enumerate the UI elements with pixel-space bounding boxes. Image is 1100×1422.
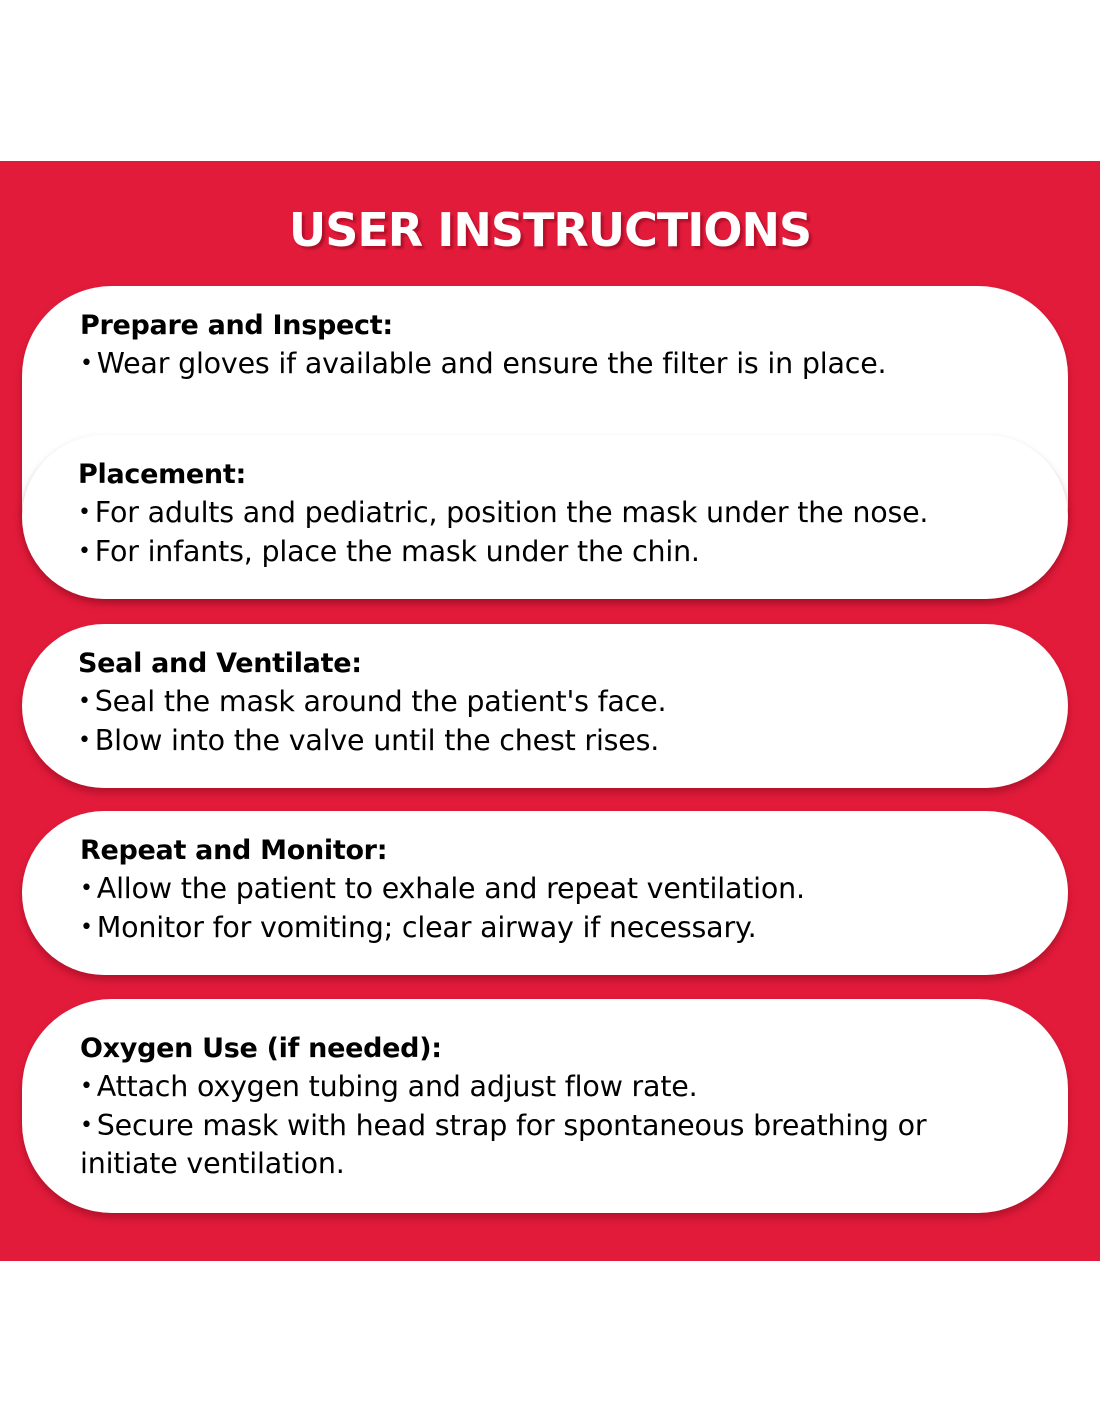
list-item-text: Monitor for vomiting; clear airway if necessary.: [96, 910, 757, 944]
list-item: [80, 1107, 1020, 1184]
instruction-card-seal-content: [78, 645, 1068, 760]
list-item: [80, 345, 1070, 384]
list-item-text: Secure mask with head strap for spontaneous breathing or initiate ventilation.: [80, 1108, 927, 1180]
list-item: [80, 870, 1070, 909]
instruction-card-oxygen-content: [80, 1030, 1020, 1184]
section-heading: Placement:: [78, 459, 246, 490]
bullet-icon: •: [80, 876, 93, 901]
list-item-text: Seal the mask around the patient's face.: [94, 685, 667, 718]
section-heading: Seal and Ventilate:: [78, 648, 362, 679]
list-item-text: Wear gloves if available and ensure the filter is in place.: [96, 347, 887, 380]
section-heading: Repeat and Monitor:: [80, 835, 388, 866]
list-item: [78, 494, 1078, 533]
list-item-text: For infants, place the mask under the chin.: [94, 534, 700, 568]
list-item-text: Allow the patient to exhale and repeat ventilation.: [96, 872, 805, 905]
instruction-card-placement-content: [78, 456, 1078, 571]
section-heading: Oxygen Use (if needed):: [80, 1033, 442, 1064]
list-item: [80, 909, 1070, 948]
bullet-icon: •: [80, 1112, 93, 1138]
instruction-card-repeat-content: [80, 832, 1070, 947]
bullet-icon: •: [80, 914, 93, 940]
bullet-icon: •: [80, 351, 93, 376]
list-item-text: Attach oxygen tubing and adjust flow rate.: [96, 1070, 698, 1103]
bullet-icon: •: [78, 500, 91, 525]
list-item: [78, 533, 1078, 572]
section-heading: Prepare and Inspect:: [80, 310, 393, 341]
bullet-icon: •: [80, 1074, 93, 1099]
bullet-icon: •: [78, 727, 91, 753]
instruction-card-prepare-content: [80, 307, 1070, 384]
list-item: [80, 1068, 1020, 1107]
list-item: [78, 683, 1068, 722]
list-item: [78, 722, 1068, 761]
bullet-icon: •: [78, 538, 91, 564]
list-item-text: For adults and pediatric, position the mask under the nose.: [94, 496, 929, 529]
page-title: USER INSTRUCTIONS: [288, 203, 812, 257]
list-item-text: Blow into the valve until the chest rises.: [94, 723, 660, 757]
bullet-icon: •: [78, 689, 91, 714]
